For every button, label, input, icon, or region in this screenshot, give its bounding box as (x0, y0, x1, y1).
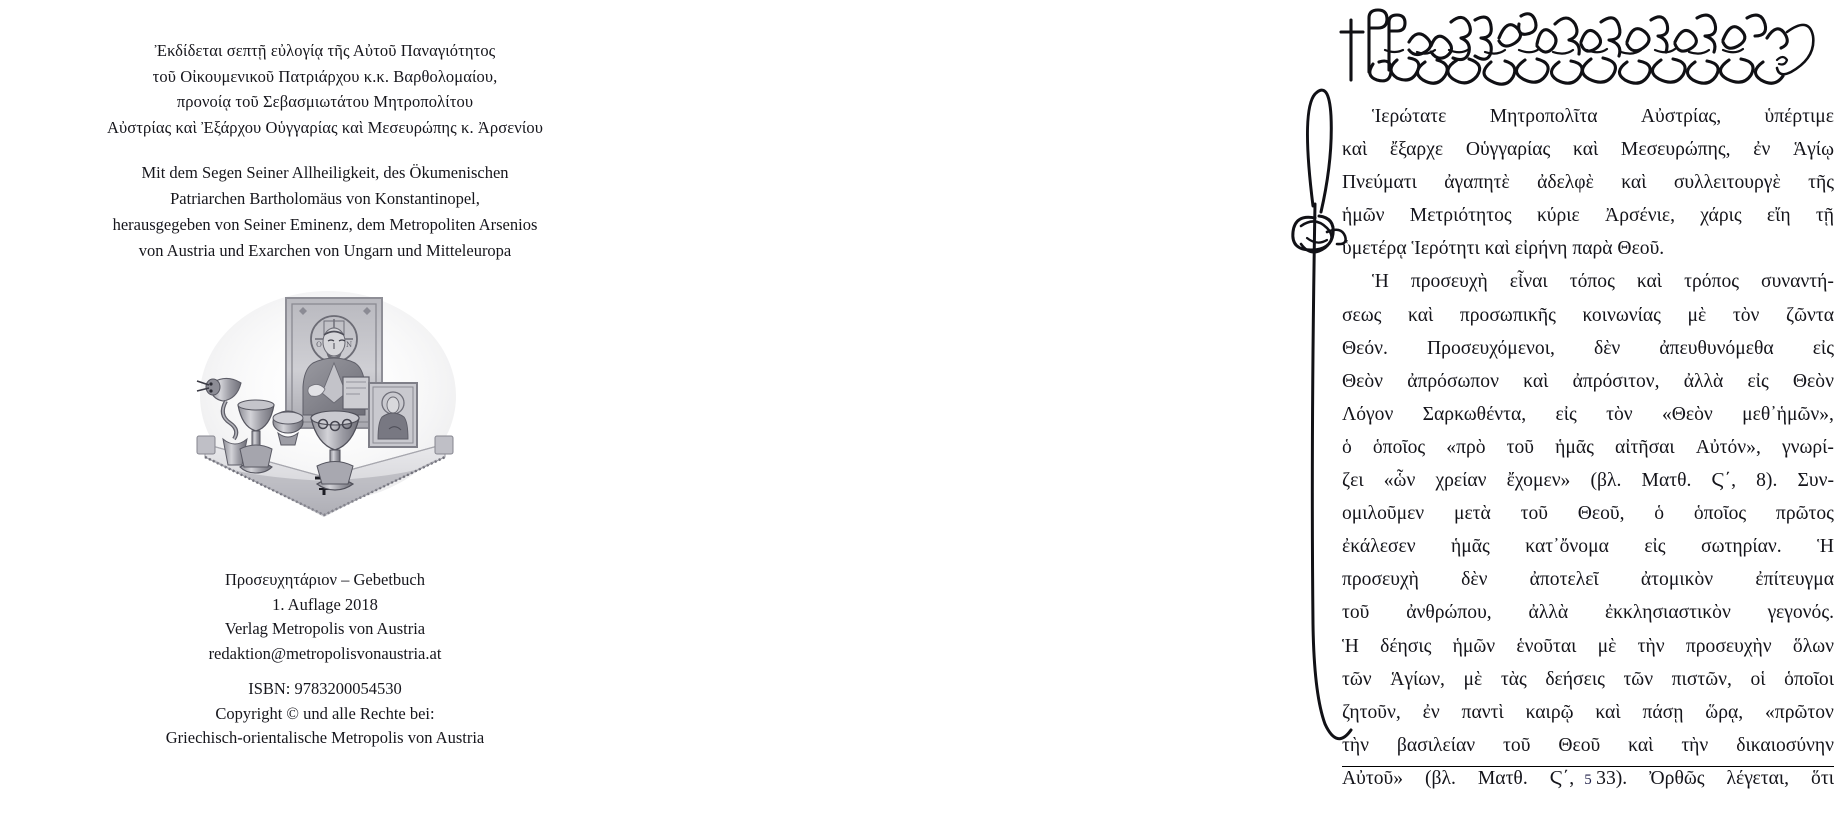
text-word: γεγονός. (1767, 602, 1834, 624)
text-word: «πρῶτον (1765, 701, 1834, 723)
text-word: Σαρκωθέντα, (1422, 403, 1527, 425)
text-word: μὲ (1687, 304, 1707, 326)
text-word: κατ᾽ὄνομα (1525, 536, 1609, 558)
right-page (633, 0, 1834, 835)
text-word: Αὐστρίας, (1640, 106, 1722, 127)
text-word: προσωπικῆς (1459, 304, 1556, 326)
text-word: Πνεύματι (1342, 172, 1417, 194)
text-word: Θεοῦ (1558, 734, 1601, 756)
text-word: ὑπέρτιμε (1764, 106, 1834, 127)
text-word: Ἁγίων, (1390, 668, 1445, 690)
text-word: ἡμῶν (1452, 635, 1496, 657)
text-word: ἐκάλεσεν (1342, 536, 1416, 558)
paragraph-salutation (1342, 100, 1834, 265)
text-word: ἀγαπητὲ (1444, 172, 1510, 194)
text-line (1342, 696, 1834, 729)
text-word: καὶ (1523, 370, 1549, 392)
text-word: Ἀρσένιε, (1605, 205, 1676, 227)
greek-body-text (1342, 100, 1834, 795)
text-line (1342, 729, 1834, 762)
text-word: βασιλείαν (1396, 734, 1476, 756)
text-word: προσευχὴν (1685, 635, 1772, 657)
text-word: Ἱερώτατε (1372, 106, 1447, 127)
text-word: σωτηρίαν. (1701, 536, 1782, 558)
text-word: καὶ (1636, 271, 1663, 293)
text-word: τῶν (1623, 668, 1654, 690)
imprint-title-line: Προσευχητάριον – Gebetbuch (225, 570, 425, 589)
text-word: ἔξαρχε (1389, 139, 1444, 161)
text-word: καὶ (1621, 172, 1647, 194)
text-word: ομιλοῦμεν (1342, 503, 1425, 525)
imprint-greek-blessing (75, 38, 575, 140)
text-word: τὰς (1500, 668, 1527, 690)
svg-text:Ν: Ν (345, 341, 353, 349)
text-word: τὴν (1681, 734, 1709, 756)
imprint-publisher-line: Verlag Metropolis von Austria (224, 619, 426, 638)
text-word: δικαιοσύνην (1736, 734, 1834, 756)
text-word: Ἡ (1817, 536, 1834, 558)
text-line (1342, 166, 1834, 199)
imprint-rightsholder-line: Griechisch-orientalische Metropolis von Austria (165, 728, 485, 747)
text-word: ἐν (1422, 701, 1440, 723)
text-word: Θεὸν (1792, 370, 1834, 392)
text-word: εἰς (1555, 403, 1577, 425)
imprint-greek-line: Αὐστρίας καὶ Ἐξάρχου Οὑγγαρίας καὶ Μεσευρώπης κ. Ἀρσενίου (107, 117, 543, 137)
text-word: χρείαν (1435, 470, 1487, 492)
text-word: Ϛ΄, (1549, 767, 1575, 789)
text-word: χάρις (1700, 205, 1742, 227)
imprint-publication-details (90, 568, 560, 751)
text-word: ἀποτελεῖ (1529, 569, 1599, 591)
text-word: εἶναι (1509, 271, 1548, 293)
text-word: ὅτι (1811, 767, 1834, 789)
text-word: ἀπευθυνόμεθα (1659, 337, 1774, 359)
text-word: τῇ (1815, 205, 1834, 227)
imprint-edition-line: 1. Auflage 2018 (272, 594, 378, 614)
text-word: ὁποῖος (1693, 503, 1747, 525)
text-line (1342, 530, 1834, 563)
text-word: ὁποῖοι (1784, 668, 1834, 690)
text-word: (βλ. (1425, 767, 1456, 789)
text-word: καὶ (1595, 701, 1621, 723)
paragraph-body (1342, 265, 1834, 795)
text-word: Ἡ (1372, 271, 1389, 293)
text-line (1342, 596, 1834, 629)
page-number: 5 (1584, 772, 1592, 788)
text-word: πάσῃ (1642, 701, 1684, 723)
text-word: ἐπίτευγμα (1755, 569, 1834, 591)
text-line (1342, 299, 1834, 332)
text-word: δὲν (1461, 569, 1488, 591)
text-word: Μεσευρώπης, (1620, 139, 1731, 161)
text-word: ζῶντα (1785, 304, 1834, 326)
text-line: ὑμετέρᾳ Ἱερότητι καὶ εἰρήνη παρὰ Θεοῦ. (1342, 238, 1665, 260)
imprint-copyright-line: Copyright © und alle Rechte bei: (215, 703, 435, 723)
text-word: Ματθ. (1477, 767, 1528, 789)
text-word: ὥρᾳ, (1705, 701, 1744, 723)
text-word: Ἁγίῳ (1792, 139, 1834, 161)
text-word: Μητροπολῖτα (1489, 106, 1598, 127)
text-word: μετὰ (1453, 503, 1491, 525)
text-word: δὲν (1593, 337, 1621, 359)
text-line (1342, 365, 1834, 398)
text-word: «Θεὸν (1661, 403, 1713, 425)
imprint-greek-line: Ἐκδίδεται σεπτῇ εὐλογίᾳ τῆς Αὐτοῦ Παναγιότητος (154, 41, 496, 60)
text-word: ἀδελφὲ (1537, 172, 1594, 194)
imprint-greek-line: προνοίᾳ τοῦ Σεβασμιωτάτου Μητροπολίτου (176, 92, 474, 111)
text-word: καὶ (1342, 139, 1368, 161)
text-word: Ϛ΄, (1711, 470, 1736, 492)
svg-text:Ο: Ο (316, 341, 322, 349)
text-line (1342, 563, 1834, 596)
text-word: ἡμᾶς (1451, 536, 1490, 558)
text-word: (βλ. (1590, 470, 1622, 492)
text-line (1342, 431, 1834, 464)
text-word: αἰτῆσαι (1614, 436, 1675, 458)
text-word: ἡμῶν (1342, 205, 1385, 227)
text-word: Ἡ (1342, 635, 1359, 657)
text-word: ἀλλὰ (1528, 602, 1569, 624)
imprint-greek-line: τοῦ Οἰκουμενικοῦ Πατριάρχου κ.κ. Βαρθολομαίου, (152, 66, 498, 86)
text-word: τὸν (1732, 304, 1760, 326)
text-line (1342, 398, 1834, 431)
text-word: κοινωνίας (1582, 304, 1661, 326)
text-word: συλλειτουργὲ (1673, 172, 1781, 194)
text-word: δεήσεις (1545, 668, 1605, 690)
text-word: τὴν (1637, 635, 1665, 657)
text-line (1342, 100, 1834, 133)
text-word: Λόγον (1342, 403, 1394, 425)
text-word: 33). (1596, 767, 1628, 789)
text-line (1342, 464, 1834, 497)
text-word: ἀλλὰ (1683, 370, 1724, 392)
text-word: Ὀρθῶς (1649, 767, 1705, 789)
text-word: ἔχομεν» (1506, 470, 1571, 492)
imprint-german-blessing (60, 160, 590, 264)
imprint-spacer (90, 666, 560, 677)
text-word: σεως (1342, 304, 1382, 326)
text-word: Αὐτόν», (1695, 436, 1761, 458)
patriarchal-calligraphy-icon (1339, 2, 1817, 88)
text-word: γνωρί- (1781, 436, 1834, 458)
text-word: Συν- (1797, 470, 1834, 492)
text-word: πρῶτος (1775, 503, 1834, 525)
text-word: συναντή- (1761, 271, 1834, 293)
text-word: ζει (1342, 470, 1364, 492)
imprint-german-line: von Austria und Exarchen von Ungarn und Mitteleuropa (138, 241, 512, 260)
imprint-email-line: redaktion@metropolisvonaustria.at (208, 643, 442, 663)
text-word: Οὑγγαρίας (1465, 139, 1551, 161)
footer-rule (1342, 766, 1834, 767)
text-word: οἱ (1750, 668, 1766, 690)
text-word: ὁποῖος (1372, 436, 1426, 458)
imprint-german-line: Mit dem Segen Seiner Allheiligkeit, des Ökumenischen (141, 163, 509, 182)
text-word: ἀπρόσωπον (1407, 370, 1499, 392)
imprint-german-line: Patriarchen Bartholomäus von Konstantinopel, (170, 189, 480, 208)
text-word: Αὐτοῦ» (1342, 767, 1404, 789)
text-word: «ὧν (1383, 470, 1416, 492)
text-line (1342, 497, 1834, 530)
text-word: καιρῷ (1525, 701, 1574, 723)
text-word: λέγεται, (1726, 767, 1790, 789)
text-word: εἰς (1747, 370, 1769, 392)
text-line (1342, 630, 1834, 663)
text-word: 8). (1756, 470, 1778, 492)
text-word: μὲ (1463, 668, 1483, 690)
text-word: «πρὸ (1446, 436, 1486, 458)
text-line (1342, 332, 1834, 365)
text-word: ἑνοῦται (1516, 635, 1577, 657)
text-word: ὁ (1654, 503, 1665, 525)
text-word: τρόπος (1684, 271, 1740, 293)
imprint-isbn-line: ISBN: 9783200054530 (248, 679, 402, 698)
text-word: ὅλων (1792, 635, 1834, 657)
text-word: τὴν (1342, 734, 1369, 756)
text-word: τοῦ (1342, 602, 1370, 624)
text-word: ἐν (1753, 139, 1771, 161)
text-word: Μετριότητος (1409, 205, 1512, 227)
text-word: Θεὸν (1342, 370, 1384, 392)
text-word: Θεόν. (1342, 337, 1388, 359)
left-page (0, 0, 633, 835)
text-word: τοῦ (1506, 436, 1534, 458)
text-word: καὶ (1573, 139, 1599, 161)
text-word: ζητοῦν, (1342, 701, 1401, 723)
text-word: μὲ (1597, 635, 1617, 657)
text-word: τοῦ (1520, 503, 1548, 525)
text-word: πιστῶν, (1671, 668, 1732, 690)
text-word: καὶ (1408, 304, 1434, 326)
text-word: προσευχὴ (1410, 271, 1488, 293)
text-word: τῆς (1808, 172, 1834, 194)
text-word: κύριε (1536, 205, 1580, 227)
text-word: ἡμᾶς (1555, 436, 1594, 458)
text-word: προσευχὴ (1342, 569, 1419, 591)
icon-corner-illustration (183, 281, 466, 524)
text-word: Προσευχόμενοι, (1427, 337, 1555, 359)
imprint-german-line: herausgegeben von Seiner Eminenz, dem Metropoliten Arsenios (112, 215, 538, 234)
text-word: ἐκκλησιαστικὸν (1604, 602, 1731, 624)
text-word: τῶν (1342, 668, 1372, 690)
text-word: εἴη (1766, 205, 1791, 227)
text-word: εἰς (1644, 536, 1666, 558)
text-word: τόπος (1569, 271, 1615, 293)
text-line (1342, 663, 1834, 696)
text-word: μεθ᾽ἡμῶν», (1742, 403, 1834, 425)
text-word: Ματθ. (1641, 470, 1692, 492)
text-word: δέησις (1380, 635, 1432, 657)
text-word: Θεοῦ, (1577, 503, 1625, 525)
text-word: ἀνθρώπου, (1406, 602, 1492, 624)
text-word: παντὶ (1461, 701, 1504, 723)
text-line (1342, 133, 1834, 166)
text-word: ἀτομικὸν (1640, 569, 1714, 591)
text-word: εἰς (1812, 337, 1834, 359)
text-word: ὁ (1342, 436, 1352, 458)
text-word: τοῦ (1503, 734, 1531, 756)
text-line (1342, 199, 1834, 232)
theotokos-icon (368, 382, 418, 448)
text-word: καὶ (1628, 734, 1654, 756)
text-word: τὸν (1606, 403, 1633, 425)
text-line (1342, 265, 1834, 298)
text-word: ἀπρόσιτον, (1572, 370, 1660, 392)
